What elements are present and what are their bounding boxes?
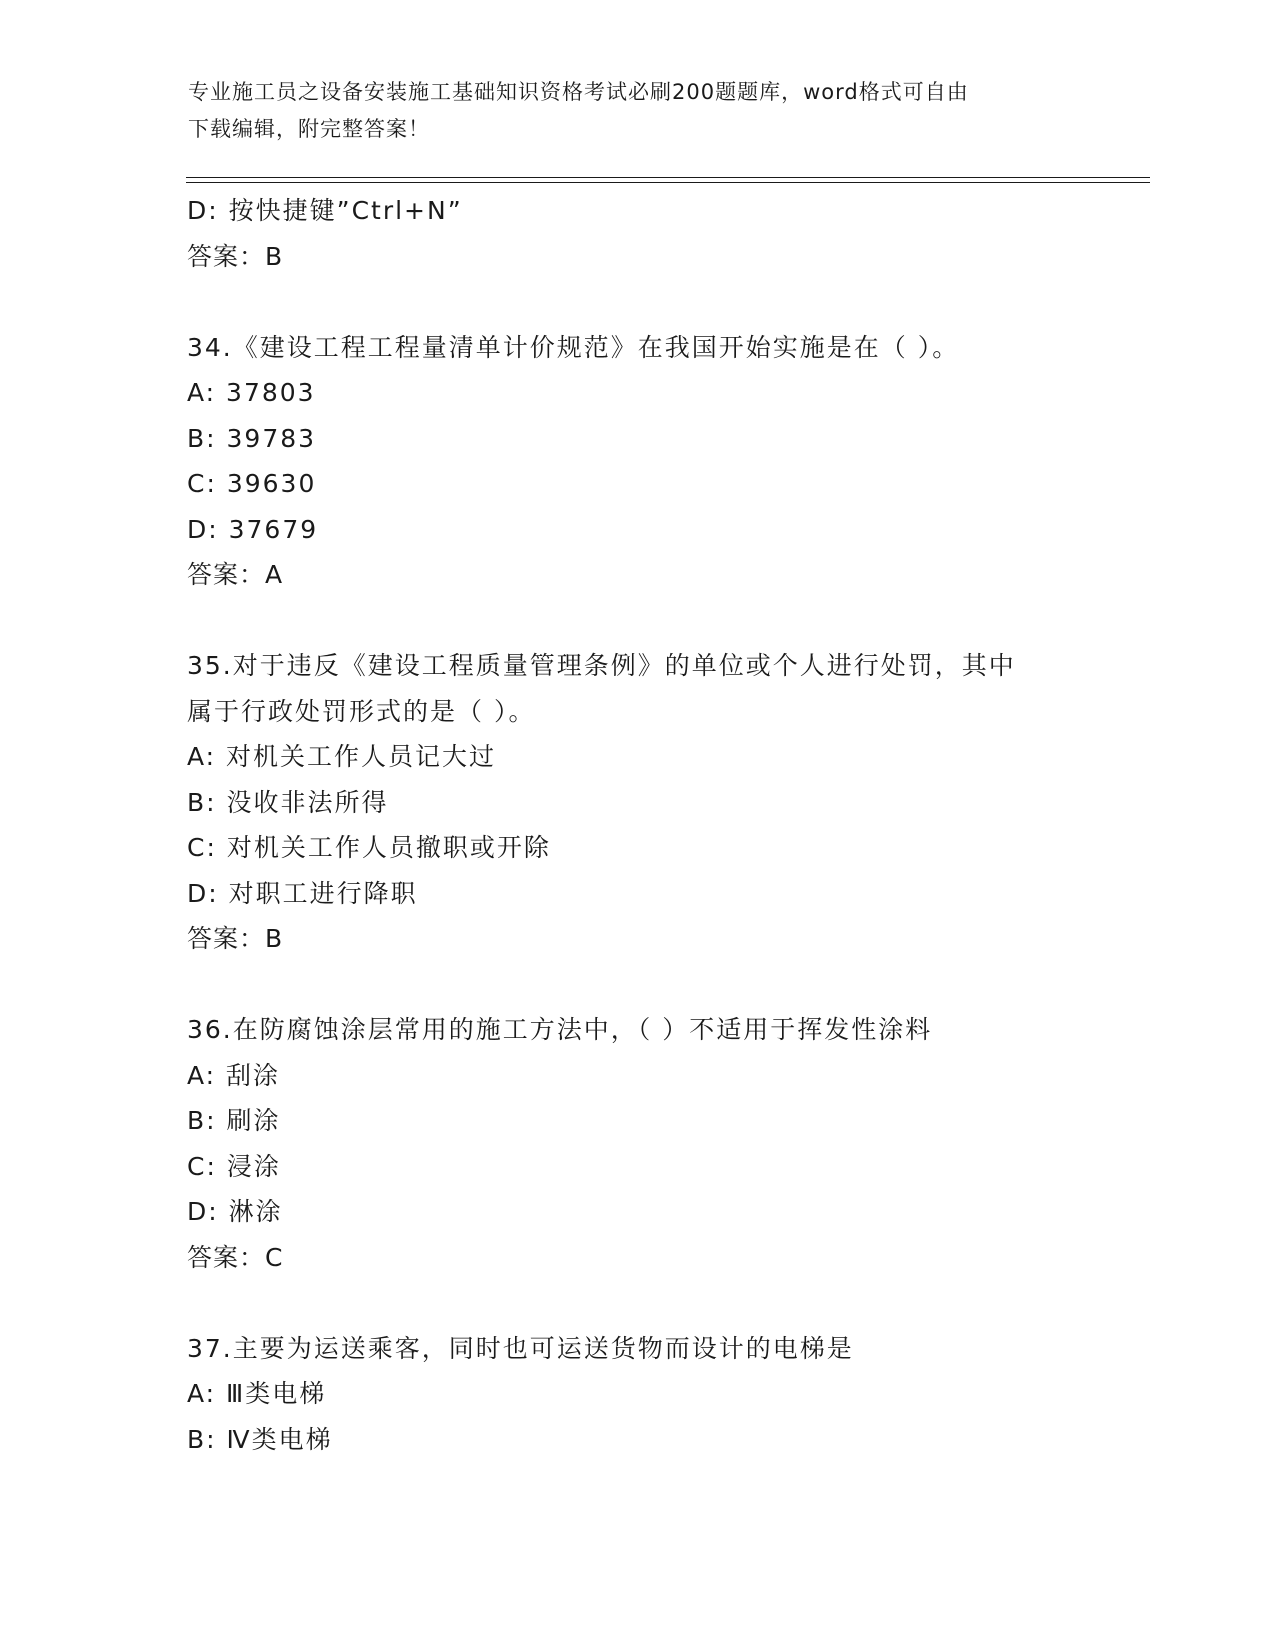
option-c: C: 浸涂: [187, 1151, 281, 1181]
option-d: D: 淋涂: [187, 1197, 283, 1226]
question-text: 37.主要为运送乘客，同时也可运送货物而设计的电梯是: [187, 1333, 854, 1363]
option-b: B: 没收非法所得: [187, 787, 389, 817]
option-d: D: 对职工进行降职: [187, 878, 418, 908]
spacer: [187, 279, 1087, 325]
prev-answer: 答案：B: [187, 241, 284, 271]
option-a: A: 刮涂: [187, 1060, 281, 1090]
question-list: [187, 188, 1087, 1462]
answer: 答案：A: [187, 560, 284, 589]
answer: 答案：C: [187, 1242, 284, 1272]
option-c: C: 39630: [187, 469, 317, 498]
question-text-line-1: 35.对于违反《建设工程质量管理条例》的单位或个人进行处罚，其中: [187, 651, 1016, 680]
header-rule-bottom: [186, 182, 1150, 183]
answer: 答案：B: [187, 924, 284, 953]
spacer: [187, 1280, 1087, 1326]
question-35: [187, 643, 1087, 962]
option-a: A: 37803: [187, 378, 316, 407]
spacer: [187, 962, 1087, 1008]
option-a: A: 对机关工作人员记大过: [187, 742, 497, 771]
header-rule-top: [186, 177, 1150, 178]
question-37: [187, 1326, 1087, 1463]
option-b: B: 刷涂: [187, 1106, 281, 1135]
question-text: 34.《建设工程工程量清单计价规范》在我国开始实施是在（ ）。: [187, 332, 960, 362]
question-36: [187, 1007, 1087, 1280]
spacer: [187, 598, 1087, 644]
option-c: C: 对机关工作人员撤职或开除: [187, 833, 551, 862]
option-a: A: Ⅲ类电梯: [187, 1379, 327, 1408]
question-text: 36.在防腐蚀涂层常用的施工方法中，（ ）不适用于挥发性涂料: [187, 1015, 933, 1044]
option-b: B: Ⅳ类电梯: [187, 1424, 333, 1454]
document-header: [188, 74, 1068, 148]
header-line-2: 下载编辑，附完整答案！: [188, 117, 430, 141]
option-b: B: 39783: [187, 423, 317, 453]
option-d: D: 37679: [187, 514, 319, 544]
question-text-line-2: 属于行政处罚形式的是（ ）。: [187, 696, 536, 726]
header-line-1: 专业施工员之设备安装施工基础知识资格考试必刷200题题库，word格式可自由: [188, 80, 969, 104]
question-34: [187, 325, 1087, 598]
prev-option-d: D: 按快捷键”Ctrl+N”: [187, 196, 463, 225]
